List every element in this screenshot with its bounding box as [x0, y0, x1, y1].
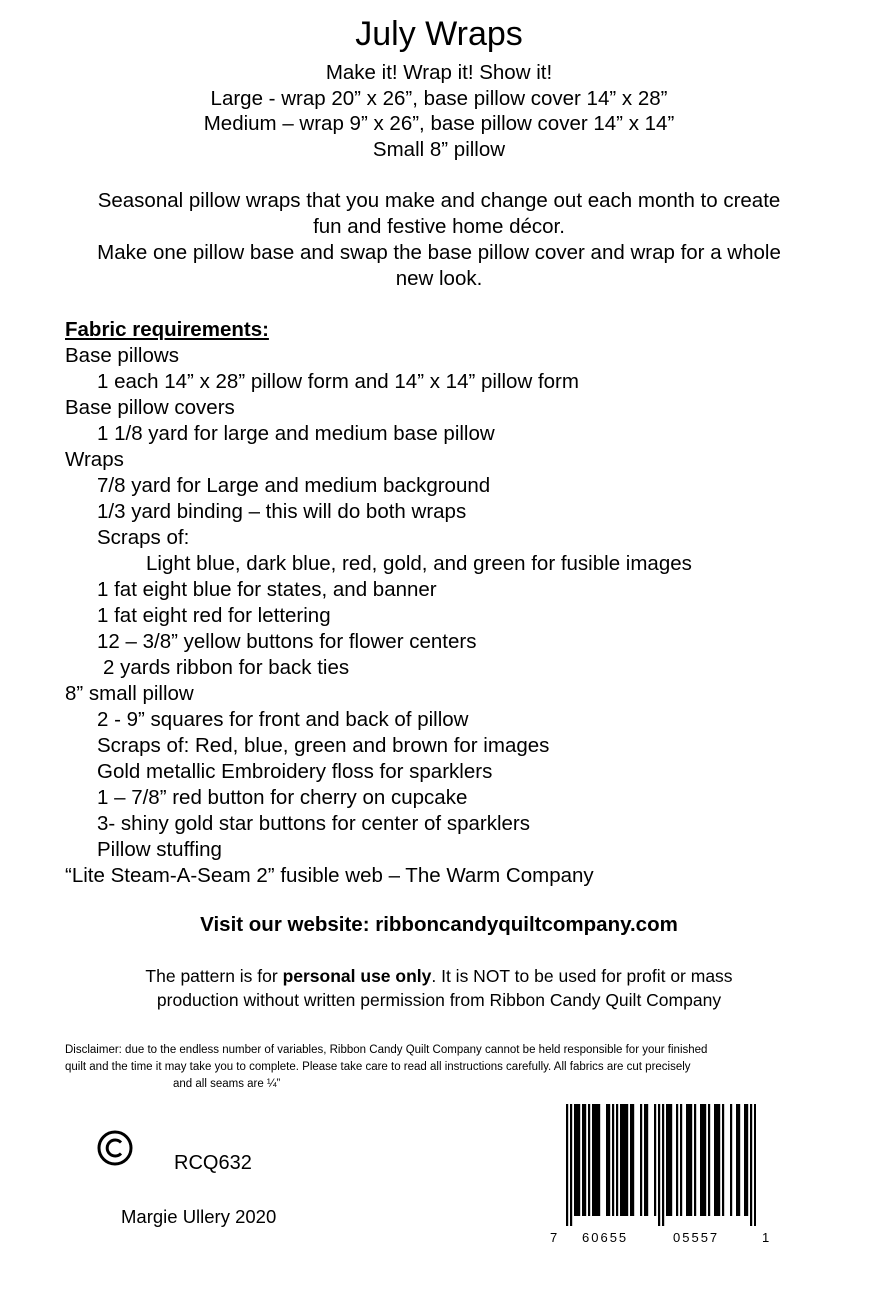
barcode-bar	[668, 1104, 670, 1216]
barcode-bars	[566, 1104, 756, 1226]
size-medium: Medium – wrap 9” x 26”, base pillow cover 14” x 14”	[203, 112, 675, 135]
sku-code: RCQ632	[174, 1152, 252, 1174]
disclaimer-line-3: and all seams are ¼”	[173, 1078, 281, 1090]
barcode-bar	[608, 1104, 610, 1216]
barcode-bar	[566, 1104, 568, 1226]
barcode-bar	[750, 1104, 752, 1226]
requirement-item: 2 - 9” squares for front and back of pillow	[97, 708, 469, 731]
requirement-item: 1 – 7/8” red button for cherry on cupcake	[97, 786, 468, 809]
upc-barcode	[566, 1104, 756, 1226]
barcode-bar	[646, 1104, 648, 1216]
barcode-bar	[624, 1104, 626, 1216]
barcode-bar	[596, 1104, 598, 1216]
website-line: Visit our website: ribboncandyquiltcompany.com	[200, 913, 678, 936]
barcode-bar	[662, 1104, 664, 1226]
author-line: Margie Ullery 2020	[121, 1206, 277, 1227]
notice-prefix: The pattern is for	[145, 966, 283, 986]
disclaimer-line-2: quilt and the time it may take you to complete. Please take care to read all instructions carefully. All fabrics are cut precisely	[65, 1061, 691, 1073]
barcode-bar	[700, 1104, 702, 1216]
size-small: Small 8” pillow	[372, 138, 506, 161]
barcode-bar	[716, 1104, 718, 1216]
requirement-item: Base pillows	[65, 344, 179, 367]
requirement-item: Light blue, dark blue, red, gold, and green for fusible images	[146, 552, 692, 575]
notice-suffix: . It is NOT to be used for profit or mass	[431, 966, 733, 986]
barcode-bar	[616, 1104, 618, 1216]
barcode-bar	[592, 1104, 594, 1216]
barcode-bar	[704, 1104, 706, 1216]
barcode-bar	[690, 1104, 692, 1216]
barcode-bar	[730, 1104, 732, 1216]
usage-notice-line-2: production without written permission from Ribbon Candy Quilt Company	[156, 990, 722, 1010]
barcode-bar	[570, 1104, 572, 1226]
barcode-bar	[676, 1104, 678, 1216]
notice-bold: personal use only	[282, 966, 432, 986]
barcode-bar	[670, 1104, 672, 1216]
barcode-bar	[626, 1104, 628, 1216]
barcode-bar	[738, 1104, 740, 1216]
pattern-title: July Wraps	[355, 15, 523, 53]
requirement-item: Pillow stuffing	[97, 838, 222, 861]
requirement-item: Scraps of:	[97, 526, 190, 549]
barcode-bar	[714, 1104, 716, 1216]
barcode-bar	[680, 1104, 682, 1216]
barcode-bar	[576, 1104, 578, 1216]
barcode-bar	[582, 1104, 584, 1216]
barcode-bar	[718, 1104, 720, 1216]
barcode-bar	[746, 1104, 748, 1216]
requirement-item: 1 each 14” x 28” pillow form and 14” x 14” pillow form	[97, 370, 579, 393]
barcode-bar	[754, 1104, 756, 1226]
requirement-item: 12 – 3/8” yellow buttons for flower centers	[97, 630, 477, 653]
requirement-item: 7/8 yard for Large and medium background	[97, 474, 491, 497]
barcode-bar	[594, 1104, 596, 1216]
barcode-bar	[736, 1104, 738, 1216]
barcode-bar	[612, 1104, 614, 1216]
fabric-requirements-heading: Fabric requirements:	[65, 318, 269, 341]
barcode-digits-group2: 05557	[673, 1230, 720, 1245]
requirement-item: 1/3 yard binding – this will do both wraps	[97, 500, 467, 523]
requirement-item: 1 1/8 yard for large and medium base pillow	[97, 422, 495, 445]
usage-notice-line-1	[0, 964, 878, 988]
requirement-item: Base pillow covers	[65, 396, 235, 419]
barcode-bar	[622, 1104, 624, 1216]
barcode-bar	[620, 1104, 622, 1216]
barcode-digits-group1: 60655	[582, 1230, 629, 1245]
barcode-bar	[584, 1104, 586, 1216]
intro-line-1: Seasonal pillow wraps that you make and change out each month to create	[97, 189, 781, 212]
requirement-item: 3- shiny gold star buttons for center of sparklers	[97, 812, 530, 835]
barcode-bar	[578, 1104, 580, 1216]
barcode-bar	[722, 1104, 724, 1216]
barcode-bar	[632, 1104, 634, 1216]
requirement-item: 2 yards ribbon for back ties	[103, 656, 350, 679]
barcode-bar	[666, 1104, 668, 1216]
barcode-bar	[606, 1104, 608, 1216]
barcode-digit-left: 7	[550, 1230, 558, 1245]
intro-line-2: fun and festive home décor.	[313, 215, 565, 238]
barcode-bar	[588, 1104, 590, 1216]
barcode-bar	[640, 1104, 642, 1216]
barcode-bar	[744, 1104, 746, 1216]
barcode-bar	[574, 1104, 576, 1216]
requirements-list	[65, 343, 692, 889]
barcode-bar	[708, 1104, 710, 1216]
size-large: Large - wrap 20” x 26”, base pillow cover 14” x 28”	[210, 87, 668, 110]
intro-line-4: new look.	[395, 267, 483, 290]
barcode-bar	[702, 1104, 704, 1216]
barcode-bar	[688, 1104, 690, 1216]
barcode-bar	[658, 1104, 660, 1226]
barcode-bar	[686, 1104, 688, 1216]
requirement-item: Scraps of: Red, blue, green and brown for images	[97, 734, 550, 757]
barcode-bar	[644, 1104, 646, 1216]
barcode-bar	[694, 1104, 696, 1216]
requirement-item: “Lite Steam-A-Seam 2” fusible web – The Warm Company	[65, 864, 594, 887]
requirement-item: 1 fat eight red for lettering	[97, 604, 331, 627]
intro-line-3: Make one pillow base and swap the base pillow cover and wrap for a whole	[97, 241, 781, 264]
requirement-item: 8” small pillow	[65, 682, 194, 705]
requirement-item: Gold metallic Embroidery floss for sparklers	[97, 760, 493, 783]
requirement-item: 1 fat eight blue for states, and banner	[97, 578, 437, 601]
barcode-bar	[598, 1104, 600, 1216]
barcode-bar	[630, 1104, 632, 1216]
copyright-icon	[97, 1130, 133, 1166]
barcode-digit-right: 1	[762, 1230, 770, 1245]
fabric-requirements	[65, 317, 692, 889]
disclaimer-line-1: Disclaimer: due to the endless number of variables, Ribbon Candy Quilt Company cannot be held responsible for your finished	[65, 1044, 708, 1056]
barcode-bar	[654, 1104, 656, 1216]
tagline: Make it! Wrap it! Show it!	[325, 61, 553, 84]
requirement-item: Wraps	[65, 448, 124, 471]
usage-notice	[0, 964, 878, 1012]
